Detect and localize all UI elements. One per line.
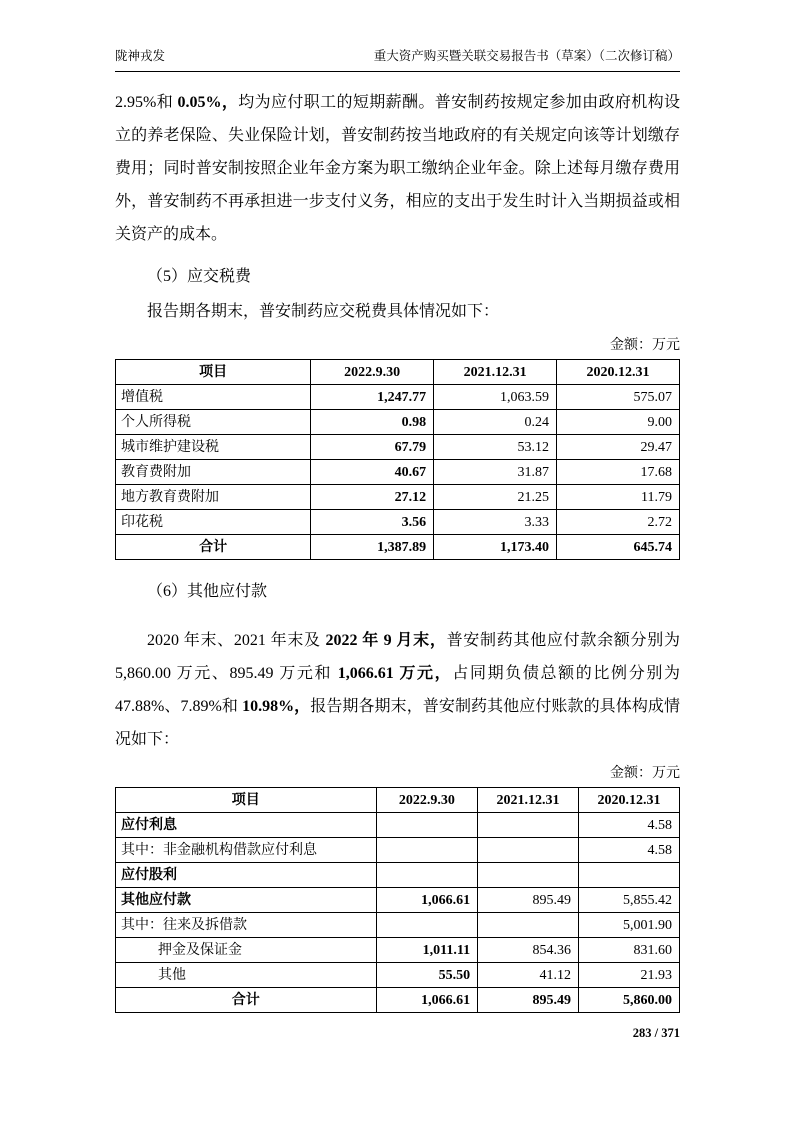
text-run: 2.95%和 <box>115 94 178 111</box>
text-run-bold: 2022 年 9 月末， <box>325 632 447 649</box>
column-header-item: 项目 <box>116 788 377 813</box>
cell-label: 其他应付款 <box>116 888 377 913</box>
text-run: 2020 年末、2021 年末及 <box>147 632 326 649</box>
cell-total-value: 1,387.89 <box>311 535 434 560</box>
table-row <box>116 410 680 435</box>
table-row <box>116 938 680 963</box>
cell-total-value: 5,860.00 <box>579 988 680 1013</box>
cell-value: 854.36 <box>478 938 579 963</box>
header-report-title: 重大资产购买暨关联交易报告书（草案）（二次修订稿） <box>373 49 680 63</box>
other-payables-table <box>115 787 680 1013</box>
section-heading-other-payables: （6）其他应付款 <box>147 583 268 600</box>
cell-total-label: 合计 <box>116 535 311 560</box>
cell-value: 67.79 <box>311 435 434 460</box>
text-run: 占同期负债总额的比例分别为 47.88%、7.89%和 <box>115 665 680 715</box>
tax-payable-table <box>115 359 680 560</box>
cell-total-label: 合计 <box>116 988 377 1013</box>
cell-value: 0.98 <box>311 410 434 435</box>
cell-total-value: 645.74 <box>557 535 680 560</box>
cell-label: 个人所得税 <box>116 410 311 435</box>
cell-value: 55.50 <box>376 963 478 988</box>
column-header-2021: 2021.12.31 <box>434 360 557 385</box>
cell-label: 应付股利 <box>116 863 377 888</box>
cell-value: 9.00 <box>557 410 680 435</box>
table-total-row <box>116 535 680 560</box>
page-header <box>115 46 680 72</box>
cell-label: 地方教育费附加 <box>116 485 311 510</box>
column-header-2020: 2020.12.31 <box>557 360 680 385</box>
text-run-bold: 1,066.61 万元， <box>337 665 453 682</box>
cell-value: 11.79 <box>557 485 680 510</box>
text-run: 均为应付职工的短期薪酬。普安制药按规定参加由政府机构设立的养老保险、失业保险计划，普安制药按当地政府的有关规定向该等计划缴存费用；同时普安制按照企业年金方案为职工缴纳企业年金。除上述每月缴存费用外，普安制药不再承担进一步支付义务，相应的支出于发生时计入当期损益或相关资产的成本。 <box>115 94 680 243</box>
cell-value <box>478 813 579 838</box>
cell-total-value: 895.49 <box>478 988 579 1013</box>
column-header-2022: 2022.9.30 <box>311 360 434 385</box>
cell-value: 21.93 <box>579 963 680 988</box>
cell-value: 1,063.59 <box>434 385 557 410</box>
cell-value <box>376 913 478 938</box>
cell-label: 其他 <box>116 963 377 988</box>
table-row <box>116 963 680 988</box>
table-row <box>116 385 680 410</box>
cell-value <box>579 863 680 888</box>
column-header-item: 项目 <box>116 360 311 385</box>
cell-value: 40.67 <box>311 460 434 485</box>
cell-label: 增值税 <box>116 385 311 410</box>
cell-value: 4.58 <box>579 813 680 838</box>
cell-value <box>478 913 579 938</box>
cell-label: 城市维护建设税 <box>116 435 311 460</box>
text-run-bold: 0.05%， <box>177 94 239 111</box>
paragraph-other-payables <box>115 624 680 756</box>
cell-value: 21.25 <box>434 485 557 510</box>
table-row <box>116 485 680 510</box>
cell-value: 5,855.42 <box>579 888 680 913</box>
cell-value: 1,011.11 <box>376 938 478 963</box>
cell-label: 其中：非金融机构借款应付利息 <box>116 838 377 863</box>
unit-label-other-payables-table: 金额：万元 <box>610 766 680 781</box>
taxes-payable-intro: 报告期各期末，普安制药应交税费具体情况如下： <box>147 303 500 320</box>
cell-label: 其中：往来及拆借款 <box>116 913 377 938</box>
cell-label: 应付利息 <box>116 813 377 838</box>
table-row <box>116 863 680 888</box>
table-row <box>116 888 680 913</box>
cell-label: 押金及保证金 <box>116 938 377 963</box>
cell-value: 27.12 <box>311 485 434 510</box>
page-number: 283 / 371 <box>632 1026 680 1040</box>
text-run-bold: 10.98%， <box>242 698 311 715</box>
cell-value <box>376 838 478 863</box>
text-run: 普安制药其他应付款余额分别为 5,860.00 万元、895.49 万元和 <box>115 632 680 682</box>
cell-total-value: 1,173.40 <box>434 535 557 560</box>
cell-value: 29.47 <box>557 435 680 460</box>
paragraph-salary-pension <box>115 86 680 251</box>
cell-total-value: 1,066.61 <box>376 988 478 1013</box>
column-header-2021: 2021.12.31 <box>478 788 579 813</box>
cell-value: 0.24 <box>434 410 557 435</box>
cell-value: 2.72 <box>557 510 680 535</box>
section-heading-taxes-payable: （5）应交税费 <box>147 268 252 285</box>
cell-value: 3.56 <box>311 510 434 535</box>
cell-value: 4.58 <box>579 838 680 863</box>
table-row <box>116 913 680 938</box>
cell-value: 5,001.90 <box>579 913 680 938</box>
cell-value <box>478 863 579 888</box>
cell-label: 印花税 <box>116 510 311 535</box>
cell-value <box>478 838 579 863</box>
cell-value: 575.07 <box>557 385 680 410</box>
cell-label: 教育费附加 <box>116 460 311 485</box>
table-total-row <box>116 988 680 1013</box>
table-header-row <box>116 788 680 813</box>
column-header-2020: 2020.12.31 <box>579 788 680 813</box>
cell-value: 831.60 <box>579 938 680 963</box>
table-row <box>116 435 680 460</box>
cell-value: 3.33 <box>434 510 557 535</box>
table-header-row <box>116 360 680 385</box>
table-row <box>116 460 680 485</box>
cell-value: 1,247.77 <box>311 385 434 410</box>
cell-value: 53.12 <box>434 435 557 460</box>
cell-value: 17.68 <box>557 460 680 485</box>
table-row <box>116 813 680 838</box>
table-row <box>116 838 680 863</box>
table-row <box>116 510 680 535</box>
column-header-2022: 2022.9.30 <box>376 788 478 813</box>
cell-value <box>376 813 478 838</box>
cell-value: 31.87 <box>434 460 557 485</box>
cell-value: 1,066.61 <box>376 888 478 913</box>
cell-value: 895.49 <box>478 888 579 913</box>
text-run: 报告期各期末，普安制药其他应付账款的具体构成情况如下： <box>115 698 680 748</box>
unit-label-taxes-table: 金额：万元 <box>610 338 680 353</box>
cell-value: 41.12 <box>478 963 579 988</box>
header-company-name: 陇神戎发 <box>115 49 166 63</box>
cell-value <box>376 863 478 888</box>
